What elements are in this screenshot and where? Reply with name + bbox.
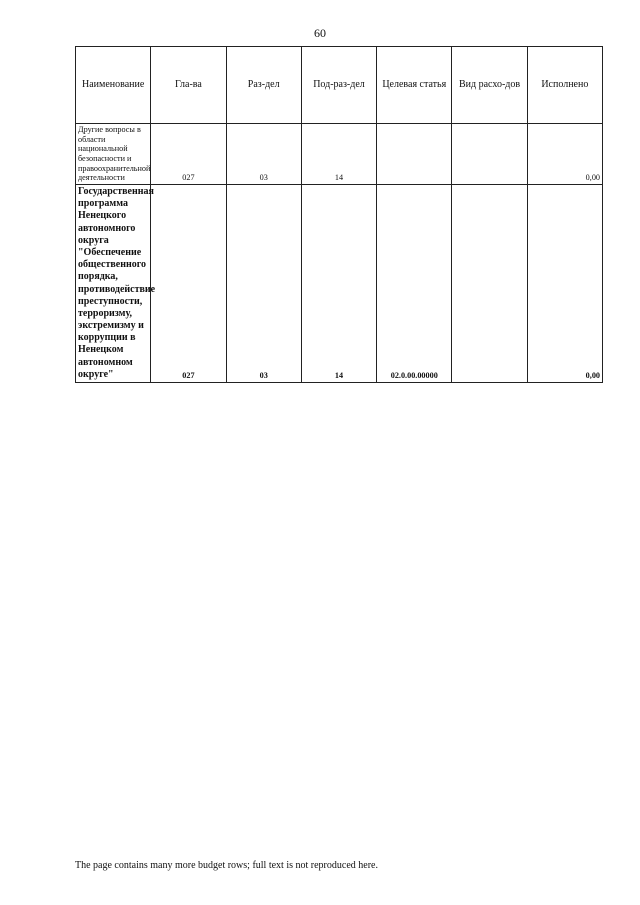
col-header-vid: Вид расхо-дов — [452, 47, 527, 124]
col-header-glava: Гла-ва — [151, 47, 226, 124]
col-header-statya: Целевая статья — [377, 47, 452, 124]
header-row — [76, 47, 603, 124]
row-glava: 027 — [151, 185, 226, 383]
row-statya — [377, 124, 452, 185]
col-header-amount: Исполнено — [527, 47, 602, 124]
row-vid — [452, 185, 527, 383]
table-row — [76, 124, 603, 185]
row-glava: 027 — [151, 124, 226, 185]
summary: The page contains many more budget rows; full text is not reproduced here. — [75, 860, 378, 871]
row-vid — [452, 124, 527, 185]
row-name: Другие вопросы в области национальной безопасности и правоохранительной деятельности — [76, 124, 151, 185]
row-podrazdel: 14 — [301, 185, 376, 383]
row-amount: 0,00 — [527, 185, 602, 383]
page-number: 60 — [314, 26, 326, 40]
row-razdel: 03 — [226, 185, 301, 383]
row-statya: 02.0.00.00000 — [377, 185, 452, 383]
row-razdel: 03 — [226, 124, 301, 185]
col-header-podrazdel: Под-раз-дел — [301, 47, 376, 124]
table-row — [76, 185, 603, 383]
col-header-razdel: Раз-дел — [226, 47, 301, 124]
row-podrazdel: 14 — [301, 124, 376, 185]
budget-table — [75, 46, 603, 383]
row-name: Государственная программа Ненецкого автономного округа "Обеспечение общественного порядка, противодействие преступности, терроризму, экстремизму и коррупции в Ненецком автономном округе" — [76, 185, 151, 383]
row-amount: 0,00 — [527, 124, 602, 185]
col-header-name: Наименование — [76, 47, 151, 124]
